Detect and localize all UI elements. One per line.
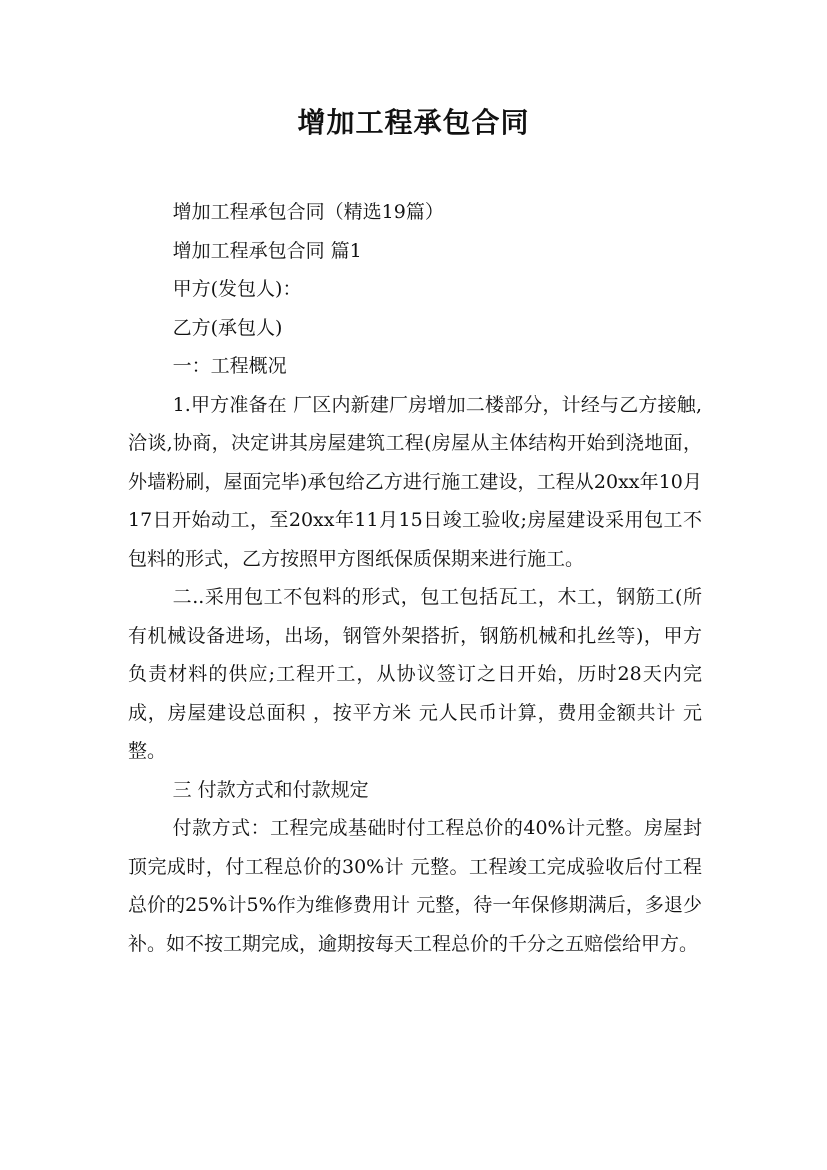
paragraph-payment-terms: 付款方式：工程完成基础时付工程总价的40%计元整。房屋封顶完成时，付工程总价的30%计 元整。工程竣工完成验收后付工程总价的25%计5%作为维修费用计 元整，待一年保修期满后，多退少补。如不按工期完成，逾期按每天工程总价的千分之五赔偿给甲方。 [128, 817, 702, 955]
paragraph-project-scope: 1.甲方准备在 厂区内新建厂房增加二楼部分，计经与乙方接触,洽谈,协商，决定讲其房屋建筑工程(房屋从主体结构开始到浇地面，外墙粉刷，屋面完毕)承包给乙方进行施工建设，工程从20xx年10月17日开始动工，至20xx年11月15日竣工验收;房屋建设采用包工不包料的形式，乙方按照甲方图纸保质保期来进行施工。 [128, 393, 702, 570]
party-b-line: 乙方(承包人) [172, 316, 283, 339]
party-a-line: 甲方(发包人)： [172, 278, 302, 300]
collection-heading: 增加工程承包合同（精选19篇） [172, 201, 444, 223]
payment-heading: 三 付款方式和付款规定 [172, 778, 369, 801]
project-overview-heading: 一：工程概况 [172, 355, 287, 377]
document-body [128, 193, 702, 963]
paragraph-contract-form: 二..采用包工不包料的形式，包工包括瓦工，木工，钢筋工(所有机械设备进场，出场，钢管外架搭折，钢筋机械和扎丝等)，甲方负责材料的供应;工程开工，从协议签订之日开始，历时28天内完成，房屋建设总面积 ，按平方米 元人民币计算，费用金额共计 元整。 [128, 586, 702, 762]
section-heading: 增加工程承包合同 篇1 [172, 239, 362, 262]
document-title: 增加工程承包合同 [297, 106, 530, 139]
